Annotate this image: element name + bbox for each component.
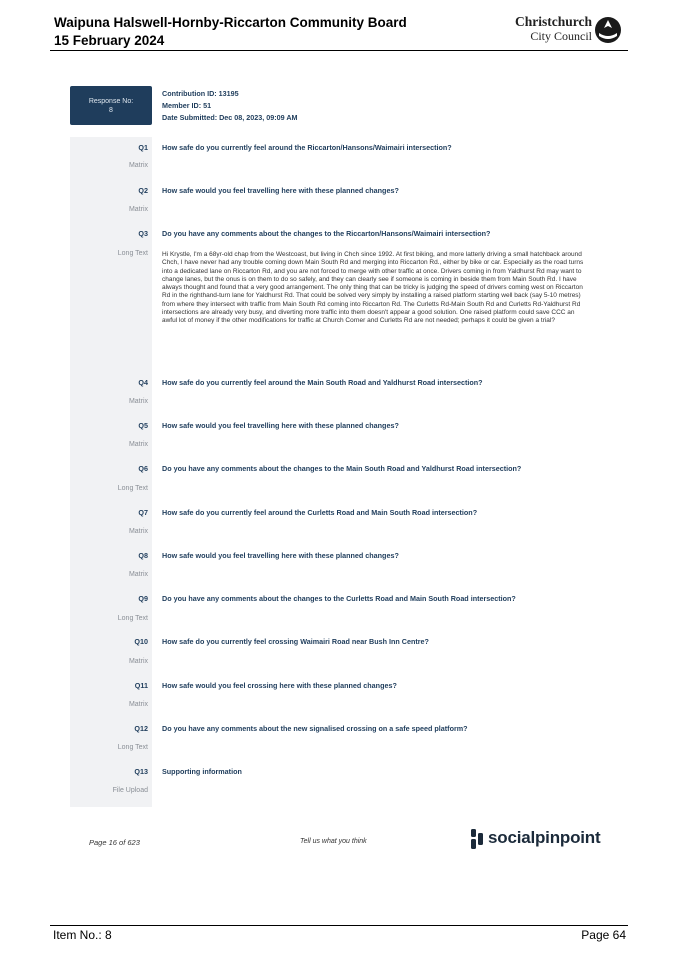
question-number: Q13 [134, 767, 148, 776]
question-type: Matrix [128, 571, 148, 578]
question-type: Long Text [117, 744, 148, 751]
question-number: Q1 [138, 143, 148, 152]
question-type: Long Text [117, 250, 148, 257]
item-number: Item No.: 8 [53, 928, 112, 942]
socialpinpoint-mark-icon [470, 829, 484, 849]
question-text: Do you have any comments about the changes to the Curletts Road and Main South Road intersection? [162, 594, 516, 603]
question-type: Matrix [128, 398, 148, 405]
logo-line1: Christchurch [514, 14, 592, 29]
question-type: Matrix [128, 528, 148, 535]
response-number: 8 [109, 107, 113, 114]
question-type: Long Text [117, 615, 148, 622]
question-number: Q10 [134, 637, 148, 646]
question-text: Supporting information [162, 767, 242, 776]
response-badge [70, 86, 152, 125]
question-text: How safe do you currently feel around the Riccarton/Hansons/Waimairi intersection? [162, 143, 452, 152]
question-text: How safe would you feel crossing here with these planned changes? [162, 681, 397, 690]
question-text: How safe would you feel travelling here with these planned changes? [162, 421, 399, 430]
document-header [54, 14, 407, 50]
report-page-number: Page 16 of 623 [89, 838, 140, 847]
question-text: How safe would you feel travelling here with these planned changes? [162, 186, 399, 195]
question-number: Q8 [138, 551, 148, 560]
question-type: Matrix [128, 441, 148, 448]
question-number: Q12 [134, 724, 148, 733]
council-crest-icon [594, 16, 622, 44]
question-text: How safe do you currently feel around the Curletts Road and Main South Road intersection? [162, 508, 478, 517]
council-logo [514, 14, 626, 46]
socialpinpoint-wordmark: socialpinpoint [488, 828, 601, 847]
question-text: Do you have any comments about the new signalised crossing on a safe speed platform? [162, 724, 468, 733]
footer-rule [50, 925, 628, 926]
question-text: How safe would you feel travelling here with these planned changes? [162, 551, 399, 560]
question-number: Q11 [134, 681, 148, 690]
question-number: Q9 [138, 594, 148, 603]
member-id: Member ID: 51 [162, 101, 212, 110]
question-number: Q4 [138, 378, 148, 387]
board-name: Waipuna Halswell-Hornby-Riccarton Community Board [54, 15, 407, 30]
question-number: Q2 [138, 186, 148, 195]
question-number: Q3 [138, 229, 148, 238]
response-label: Response No: [88, 98, 134, 105]
question-type: Matrix [128, 658, 148, 665]
question-type: File Upload [112, 787, 148, 794]
meeting-date: 15 February 2024 [54, 33, 165, 48]
report-tagline: Tell us what you think [300, 838, 367, 845]
question-type: Matrix [128, 206, 148, 213]
question-text: Do you have any comments about the changes to the Main South Road and Yaldhurst Road intersection? [162, 464, 522, 473]
question-type: Matrix [128, 162, 148, 169]
question-number: Q7 [138, 508, 148, 517]
question-text: How safe do you currently feel crossing Waimairi Road near Bush Inn Centre? [162, 637, 429, 646]
logo-line2: City Council [530, 29, 592, 43]
page-number: Page 64 [581, 928, 626, 942]
header-rule [50, 50, 628, 51]
question-number: Q5 [138, 421, 148, 430]
response-meta [162, 88, 298, 124]
q3-answer-text: Hi Krystle, I'm a 68yr-old chap from the Westcoast, but living in Chch since 1992. At first biking, and more latterly driving a small hatchback around Chch, I have never had any trouble coming down Main South Rd and merging into Riccarton Rd., either by bike or car. Especially as the road turns into a dedicated lane on Riccarton Rd, and you are not forced to merge with other traffic at once. Drivers coming in from Yaldhurst Rd may want to change lanes, but the onus is on them to do so safely, and they can clearly see if someone is coming in beside them from Main South Rd. I have always thought and found that a very good arrangement. The only thing that can be tricky is judging the speed of drivers coming west on Riccarton Rd in the righthand-turn lane for Yaldhurst Rd. That could be solved very simply by installing a raised platform starting well back (say 5-10 metres) from where they intersect with traffic from Main South Rd coming into Riccarton Rd. The Curletts Rd-Main South Rd and Curletts Rd-Yaldhurst Rd intersections are already very busy, and diverting more traffic into them doesn't appear a good solution. One raised platform could save CCC an awful lot of money if the other modifications for traffic at Church Corner and Curletts Rd are not needed; perhaps it could be given a trial? [162, 251, 584, 324]
date-submitted: Date Submitted: Dec 08, 2023, 09:09 AM [162, 113, 298, 122]
question-type: Long Text [117, 485, 148, 492]
question-type: Matrix [128, 701, 148, 708]
contribution-id: Contribution ID: 13195 [162, 89, 239, 98]
question-number: Q6 [138, 464, 148, 473]
question-text: Do you have any comments about the changes to the Riccarton/Hansons/Waimairi intersection? [162, 229, 491, 238]
question-text: How safe do you currently feel around the Main South Road and Yaldhurst Road intersection? [162, 378, 483, 387]
